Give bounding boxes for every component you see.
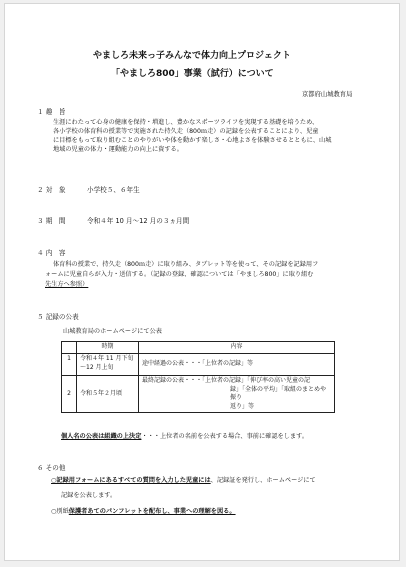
section-4-line-2: ォームに児童自らが入力・送信する。（記録の登録、確認については「やましろ800」に取り組む bbox=[45, 271, 314, 278]
note-rest: ・・・上位者の名前を公表する場合、事前に確認をします。 bbox=[141, 433, 309, 440]
section-2-target: 小学校５、６年生 bbox=[87, 186, 140, 194]
section-4-teacher-link[interactable]: 先生方へ参照） bbox=[45, 281, 89, 288]
item-1-rest: 、記録証を発行し、ホームページにて bbox=[210, 477, 316, 484]
table-row bbox=[62, 376, 335, 413]
section-5-note bbox=[61, 432, 308, 441]
section-1-heading: １ 趣 旨 bbox=[37, 108, 66, 116]
period-line: 令和５年２月頃 bbox=[80, 389, 123, 397]
document-subtitle: 「やましろ800」事業（試行）について bbox=[111, 69, 274, 79]
period-line: ～12 月上旬 bbox=[80, 363, 114, 371]
item-1-emphasis: ○記録用フォームにあるすべての質問を入力した児童には bbox=[51, 477, 211, 484]
content-line: 最終記録の公表・・・「上位者の記録」「伸び率の高い児童の記 bbox=[142, 377, 311, 384]
content-line: 途中経過の公表・・・「上位者の記録」等 bbox=[142, 360, 254, 368]
row-content bbox=[139, 376, 335, 413]
document-page bbox=[4, 3, 400, 561]
table-header-number bbox=[62, 342, 77, 354]
section-4-heading: ４ 内 容 bbox=[37, 249, 66, 257]
publication-schedule-table bbox=[61, 341, 335, 413]
section-1-line-1: 生涯にわたって心身の健康を保持・増進し、豊かなスポーツライフを実現する基礎を培うため、 bbox=[53, 119, 319, 126]
section-6-item-1 bbox=[51, 476, 316, 485]
table-header-period: 時期 bbox=[77, 342, 139, 354]
content-line: 返り」等 bbox=[230, 402, 255, 410]
period-line: 令和４年 11 月下旬 bbox=[80, 355, 134, 362]
section-4-line-1: 体育科の授業で、持久走（800ｍ走）に取り組み、タブレット等を使って、その記録を記録用フ bbox=[53, 261, 319, 268]
section-5-intro: 山城教育局のホームページにて公表 bbox=[63, 328, 162, 335]
item-2-prefix: ○別紙 bbox=[51, 508, 69, 515]
table-row bbox=[62, 354, 335, 376]
section-2-heading: ２ 対 象 bbox=[37, 186, 66, 194]
row-number: 2 bbox=[62, 376, 77, 413]
department-name: 京都府山城教育局 bbox=[302, 91, 353, 98]
section-6-heading: ６ その他 bbox=[37, 464, 66, 472]
section-1-line-2: 各小学校の体育科の授業等で実施された持久走（800ｍ走）の記録を公表することにより、児童 bbox=[53, 128, 319, 135]
table-header-row bbox=[62, 342, 335, 354]
section-6-item-2 bbox=[51, 507, 236, 516]
document-title: やましろ未来っ子みんなで体力向上プロジェクト bbox=[93, 51, 291, 61]
content-line: 録」「全体の平均」「取組のまとめや振り bbox=[230, 385, 327, 402]
row-period bbox=[77, 376, 139, 413]
row-content bbox=[139, 354, 335, 376]
section-1-line-3: に目標をもって取り組むことのやりがいや体を動かす楽しさ・心地よさを体験させるとともに、山城 bbox=[53, 137, 332, 144]
row-number: 1 bbox=[62, 354, 77, 376]
item-2-emphasis: 保護者あてのパンフレットを配布し、事業への理解を図る。 bbox=[68, 508, 236, 515]
note-emphasis: 個人名の公表は組織の上決定 bbox=[61, 433, 142, 440]
section-5-heading: ５ 記録の公表 bbox=[37, 313, 79, 321]
table-header-content: 内容 bbox=[139, 342, 335, 354]
section-1-line-4: 地域の児童の体力・運動能力の向上に資する。 bbox=[53, 146, 183, 153]
row-period bbox=[77, 354, 139, 376]
section-3-heading: ３ 期 間 bbox=[37, 217, 66, 225]
section-3-period: 令和４年 10 月～12 月の３ヵ月間 bbox=[87, 217, 190, 225]
section-6-item-1-cont: 記録を公表します。 bbox=[61, 492, 117, 499]
